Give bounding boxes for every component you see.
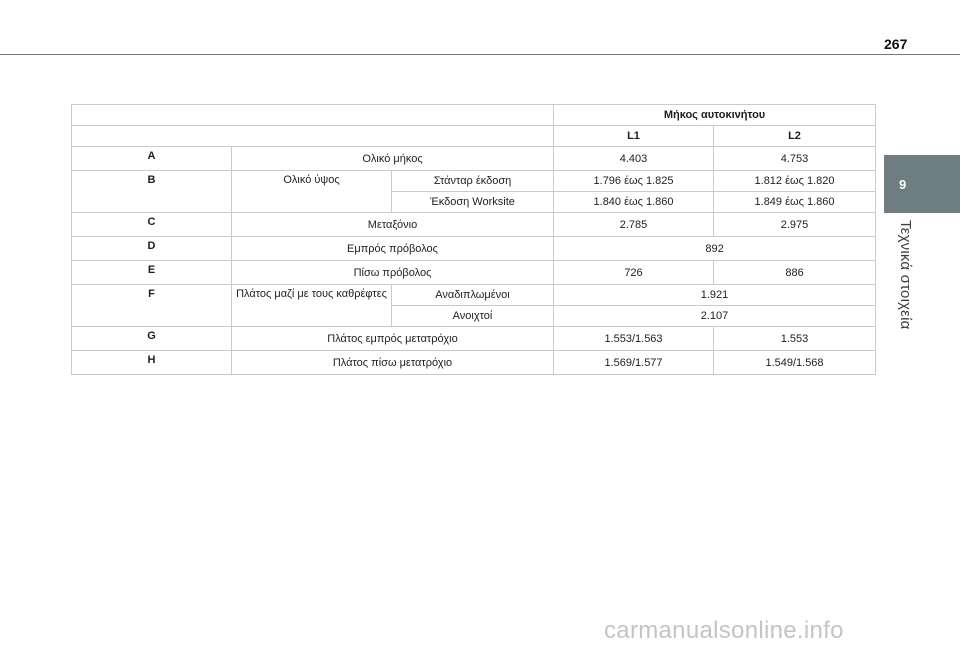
watermark: carmanualsonline.info <box>604 617 844 644</box>
chapter-number: 9 <box>899 176 907 192</box>
row-key: A <box>72 147 232 171</box>
table-row <box>72 171 876 192</box>
vehicle-length-header: Μήκος αυτοκινήτου <box>554 105 876 126</box>
row-label: Πλάτος πίσω μετατρόχιο <box>232 351 554 375</box>
row-key: C <box>72 213 232 237</box>
table-row <box>72 237 876 261</box>
value-l2: 1.549/1.568 <box>714 351 876 375</box>
chapter-tab[interactable] <box>884 155 960 213</box>
vehicle-dimensions-table <box>71 104 876 375</box>
table-row <box>72 285 876 306</box>
row-key: G <box>72 327 232 351</box>
value-l2: 1.849 έως 1.860 <box>714 192 876 213</box>
row-key: D <box>72 237 232 261</box>
row-label: Ολικό μήκος <box>232 147 554 171</box>
table-subheader-row <box>72 126 876 147</box>
row-key: F <box>72 285 232 327</box>
row-label: Πλάτος εμπρός μετατρόχιο <box>232 327 554 351</box>
row-label: Μεταξόνιο <box>232 213 554 237</box>
row-sublabel: Στάνταρ έκδοση <box>392 171 554 192</box>
value-l1: 726 <box>554 261 714 285</box>
row-sublabel: Έκδοση Worksite <box>392 192 554 213</box>
value-l2: 886 <box>714 261 876 285</box>
value-l1: 1.569/1.577 <box>554 351 714 375</box>
table-row <box>72 351 876 375</box>
table-row <box>72 261 876 285</box>
value-merged: 1.921 <box>554 285 876 306</box>
row-key: E <box>72 261 232 285</box>
column-l2-header: L2 <box>714 126 876 147</box>
value-l2: 2.975 <box>714 213 876 237</box>
row-label: Πλάτος μαζί με τους καθρέφτες <box>232 285 392 327</box>
row-label: Ολικό ύψος <box>232 171 392 213</box>
value-l2: 1.812 έως 1.820 <box>714 171 876 192</box>
row-key: B <box>72 171 232 213</box>
value-l1: 4.403 <box>554 147 714 171</box>
header-divider <box>0 54 960 55</box>
value-l1: 1.840 έως 1.860 <box>554 192 714 213</box>
value-merged: 2.107 <box>554 306 876 327</box>
chapter-title: Τεχνικά στοιχεία <box>897 220 914 330</box>
table-row <box>72 213 876 237</box>
value-l1: 2.785 <box>554 213 714 237</box>
column-l1-header: L1 <box>554 126 714 147</box>
value-merged: 892 <box>554 237 876 261</box>
value-l2: 4.753 <box>714 147 876 171</box>
row-sublabel: Αναδιπλωμένοι <box>392 285 554 306</box>
row-sublabel: Ανοιχτοί <box>392 306 554 327</box>
value-l1: 1.796 έως 1.825 <box>554 171 714 192</box>
subheader-empty-cell <box>72 126 554 147</box>
row-key: H <box>72 351 232 375</box>
row-label: Εμπρός πρόβολος <box>232 237 554 261</box>
value-l1: 1.553/1.563 <box>554 327 714 351</box>
table-header-row <box>72 105 876 126</box>
table-row <box>72 147 876 171</box>
page-number: 267 <box>884 36 908 52</box>
table-row <box>72 327 876 351</box>
row-label: Πίσω πρόβολος <box>232 261 554 285</box>
header-empty-cell <box>72 105 554 126</box>
value-l2: 1.553 <box>714 327 876 351</box>
